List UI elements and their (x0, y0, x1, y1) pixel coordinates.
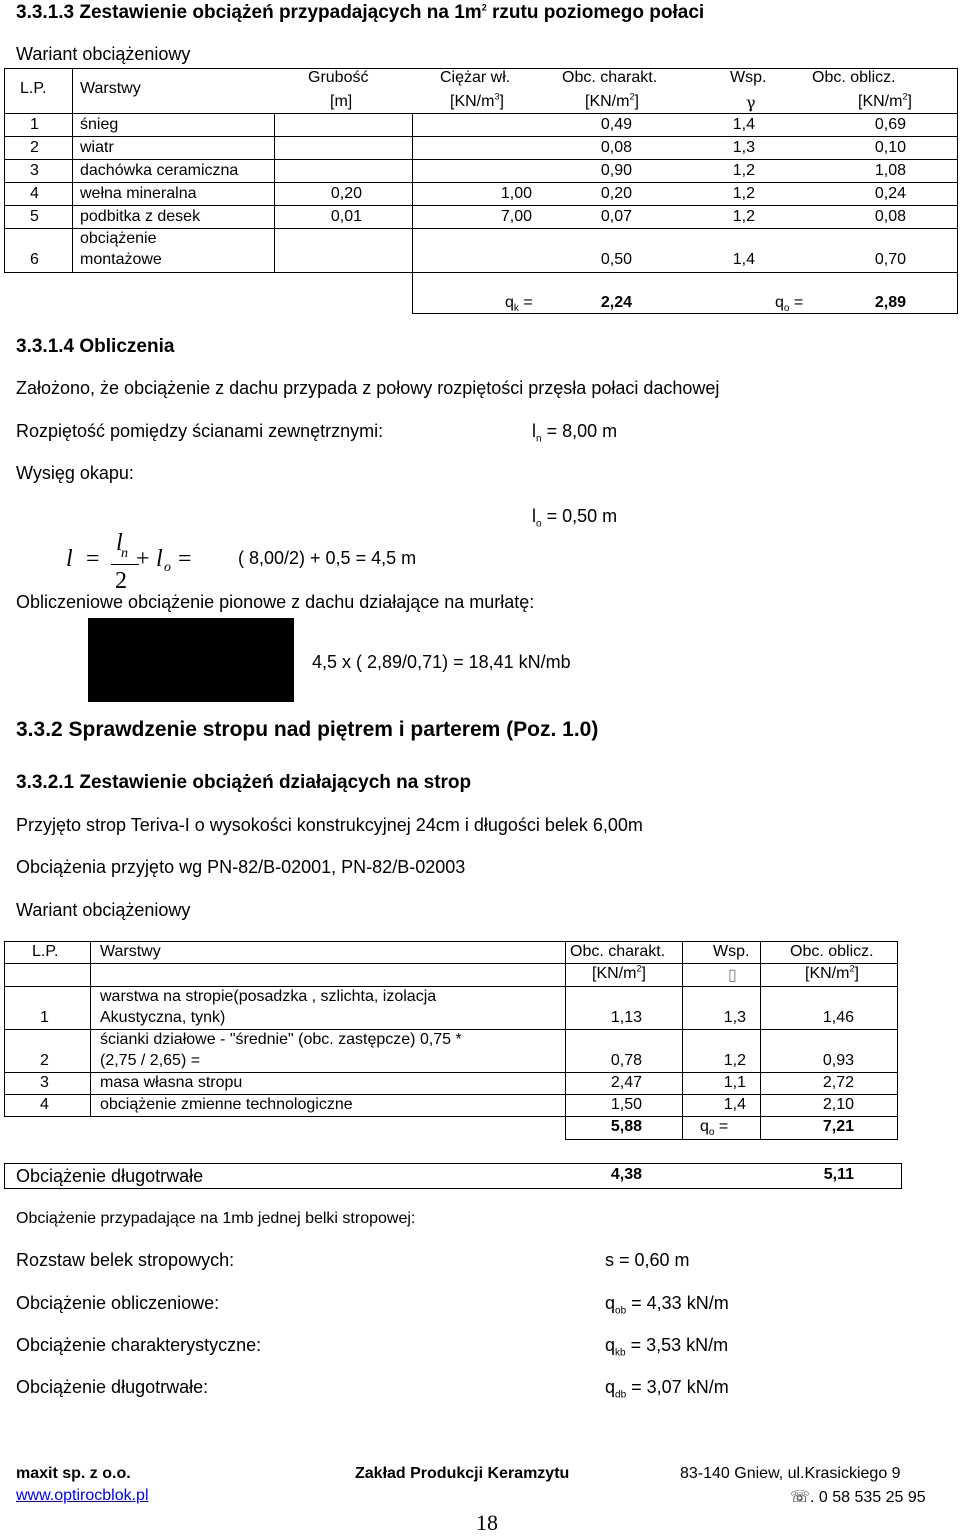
phone-icon: ☏ (790, 1487, 811, 1506)
col-header-warstwy-2: Warstwy (100, 943, 161, 960)
redacted-formula-box (88, 618, 294, 702)
col-header-wsp: Wsp. (730, 69, 767, 86)
unit-kn-m2-oblicz: $[KN/m^2]$ (858, 91, 912, 110)
page-number: 18 (476, 1510, 498, 1535)
floor-desc: Przyjęto strop Teriva-I o wysokości konstrukcyjnej 24cm i długości belek 6,00m (16, 815, 643, 835)
section-heading-3-3-1-3: 3.3.1.3 Zestawienie obciążeń przypadających na $1m^2$ rzutu poziomego połaci (16, 2, 705, 23)
span-label: Rozpiętość pomiędzy ścianami zewnętrznymi: (16, 421, 384, 441)
section-heading-3-3-2-1: 3.3.2.1 Zestawienie obciążeń działających na strop (16, 772, 472, 793)
section-heading-3-3-2: 3.3.2 Sprawdzenie stropu nad piętrem i parterem (Poz. 1.0) (16, 718, 599, 741)
footer-phone: ☏. 0 58 535 25 95 (790, 1487, 926, 1506)
formula-calc: ( 8,00/2) + 0,5 = 4,5 m (238, 548, 417, 568)
sum-qo-label: $q_o$ = (700, 1118, 729, 1139)
unit-kn-m2: $[KN/m^2]$ (585, 91, 639, 110)
col-header-obc-charakt-2: Obc. charakt. (570, 943, 666, 960)
col-header-ciezar: Ciężar wł. (440, 69, 511, 86)
variant-label: Wariant obciążeniowy (16, 44, 191, 64)
beam-load-intro: Obciążenie przypadające na 1mb jednej belki stropowej: (16, 1210, 416, 1227)
unit-kn-m3: $[KN/m^3]$ (450, 91, 504, 110)
unit-kn-m2-3: $[KN/m^2]$ (805, 963, 859, 982)
unit-gamma-box-icon: ▯ (728, 967, 737, 984)
col-header-obc-oblicz: Obc. oblicz. (812, 69, 896, 86)
overhang-label: Wysięg okapu: (16, 463, 134, 483)
overhang-value: $l_o = 0,50$ m (532, 506, 618, 530)
footer-address: 83-140 Gniew, ul.Krasickiego 9 (680, 1465, 901, 1482)
vertical-load-calc: 4,5 x ( 2,89/0,71) = 18,41 kN/mb (312, 652, 571, 672)
col-header-grubosc: Grubość (308, 69, 369, 86)
qk-label: $q_k$ = (505, 294, 533, 315)
sum-charakt: 5,88 (610, 1118, 642, 1135)
unit-kn-m2-2: $[KN/m^2]$ (592, 963, 646, 982)
variant-label-2: Wariant obciążeniowy (16, 900, 191, 920)
qk-value: 2,24 (600, 294, 632, 311)
qo-label: $q_o$ = (775, 294, 804, 315)
col-header-warstwy: Warstwy (80, 80, 141, 97)
col-header-lp-2: L.P. (32, 943, 59, 960)
qo-value: 2,89 (874, 294, 906, 311)
col-header-obc-oblicz-2: Obc. oblicz. (790, 943, 874, 960)
sum-oblicz: 7,21 (822, 1118, 854, 1135)
footer-plant: Zakład Produkcji Keramzytu (355, 1465, 570, 1482)
col-header-obc-charakt: Obc. charakt. (562, 69, 658, 86)
vertical-load-label: Obliczeniowe obciążenie pionowe z dachu działające na murłatę: (16, 592, 535, 612)
col-header-lp: L.P. (20, 80, 47, 97)
standards-text: Obciążenia przyjęto wg PN-82/B-02001, PN-82/B-02003 (16, 857, 466, 877)
span-value: $l_n = 8,00$ m (532, 421, 618, 445)
footer-website-link[interactable]: www.optirocblok.pl (16, 1487, 149, 1504)
section-heading-3-3-1-4: 3.3.1.4 Obliczenia (16, 336, 175, 357)
unit-gamma: γ (746, 93, 756, 112)
assumption-text: Założono, że obciążenie z dachu przypada z połowy rozpiętości przęsła połaci dachowej (16, 378, 720, 398)
col-header-wsp-2: Wsp. (713, 943, 750, 960)
unit-m: [m] (330, 93, 353, 110)
footer-company: maxit sp. z o.o. (16, 1465, 131, 1482)
